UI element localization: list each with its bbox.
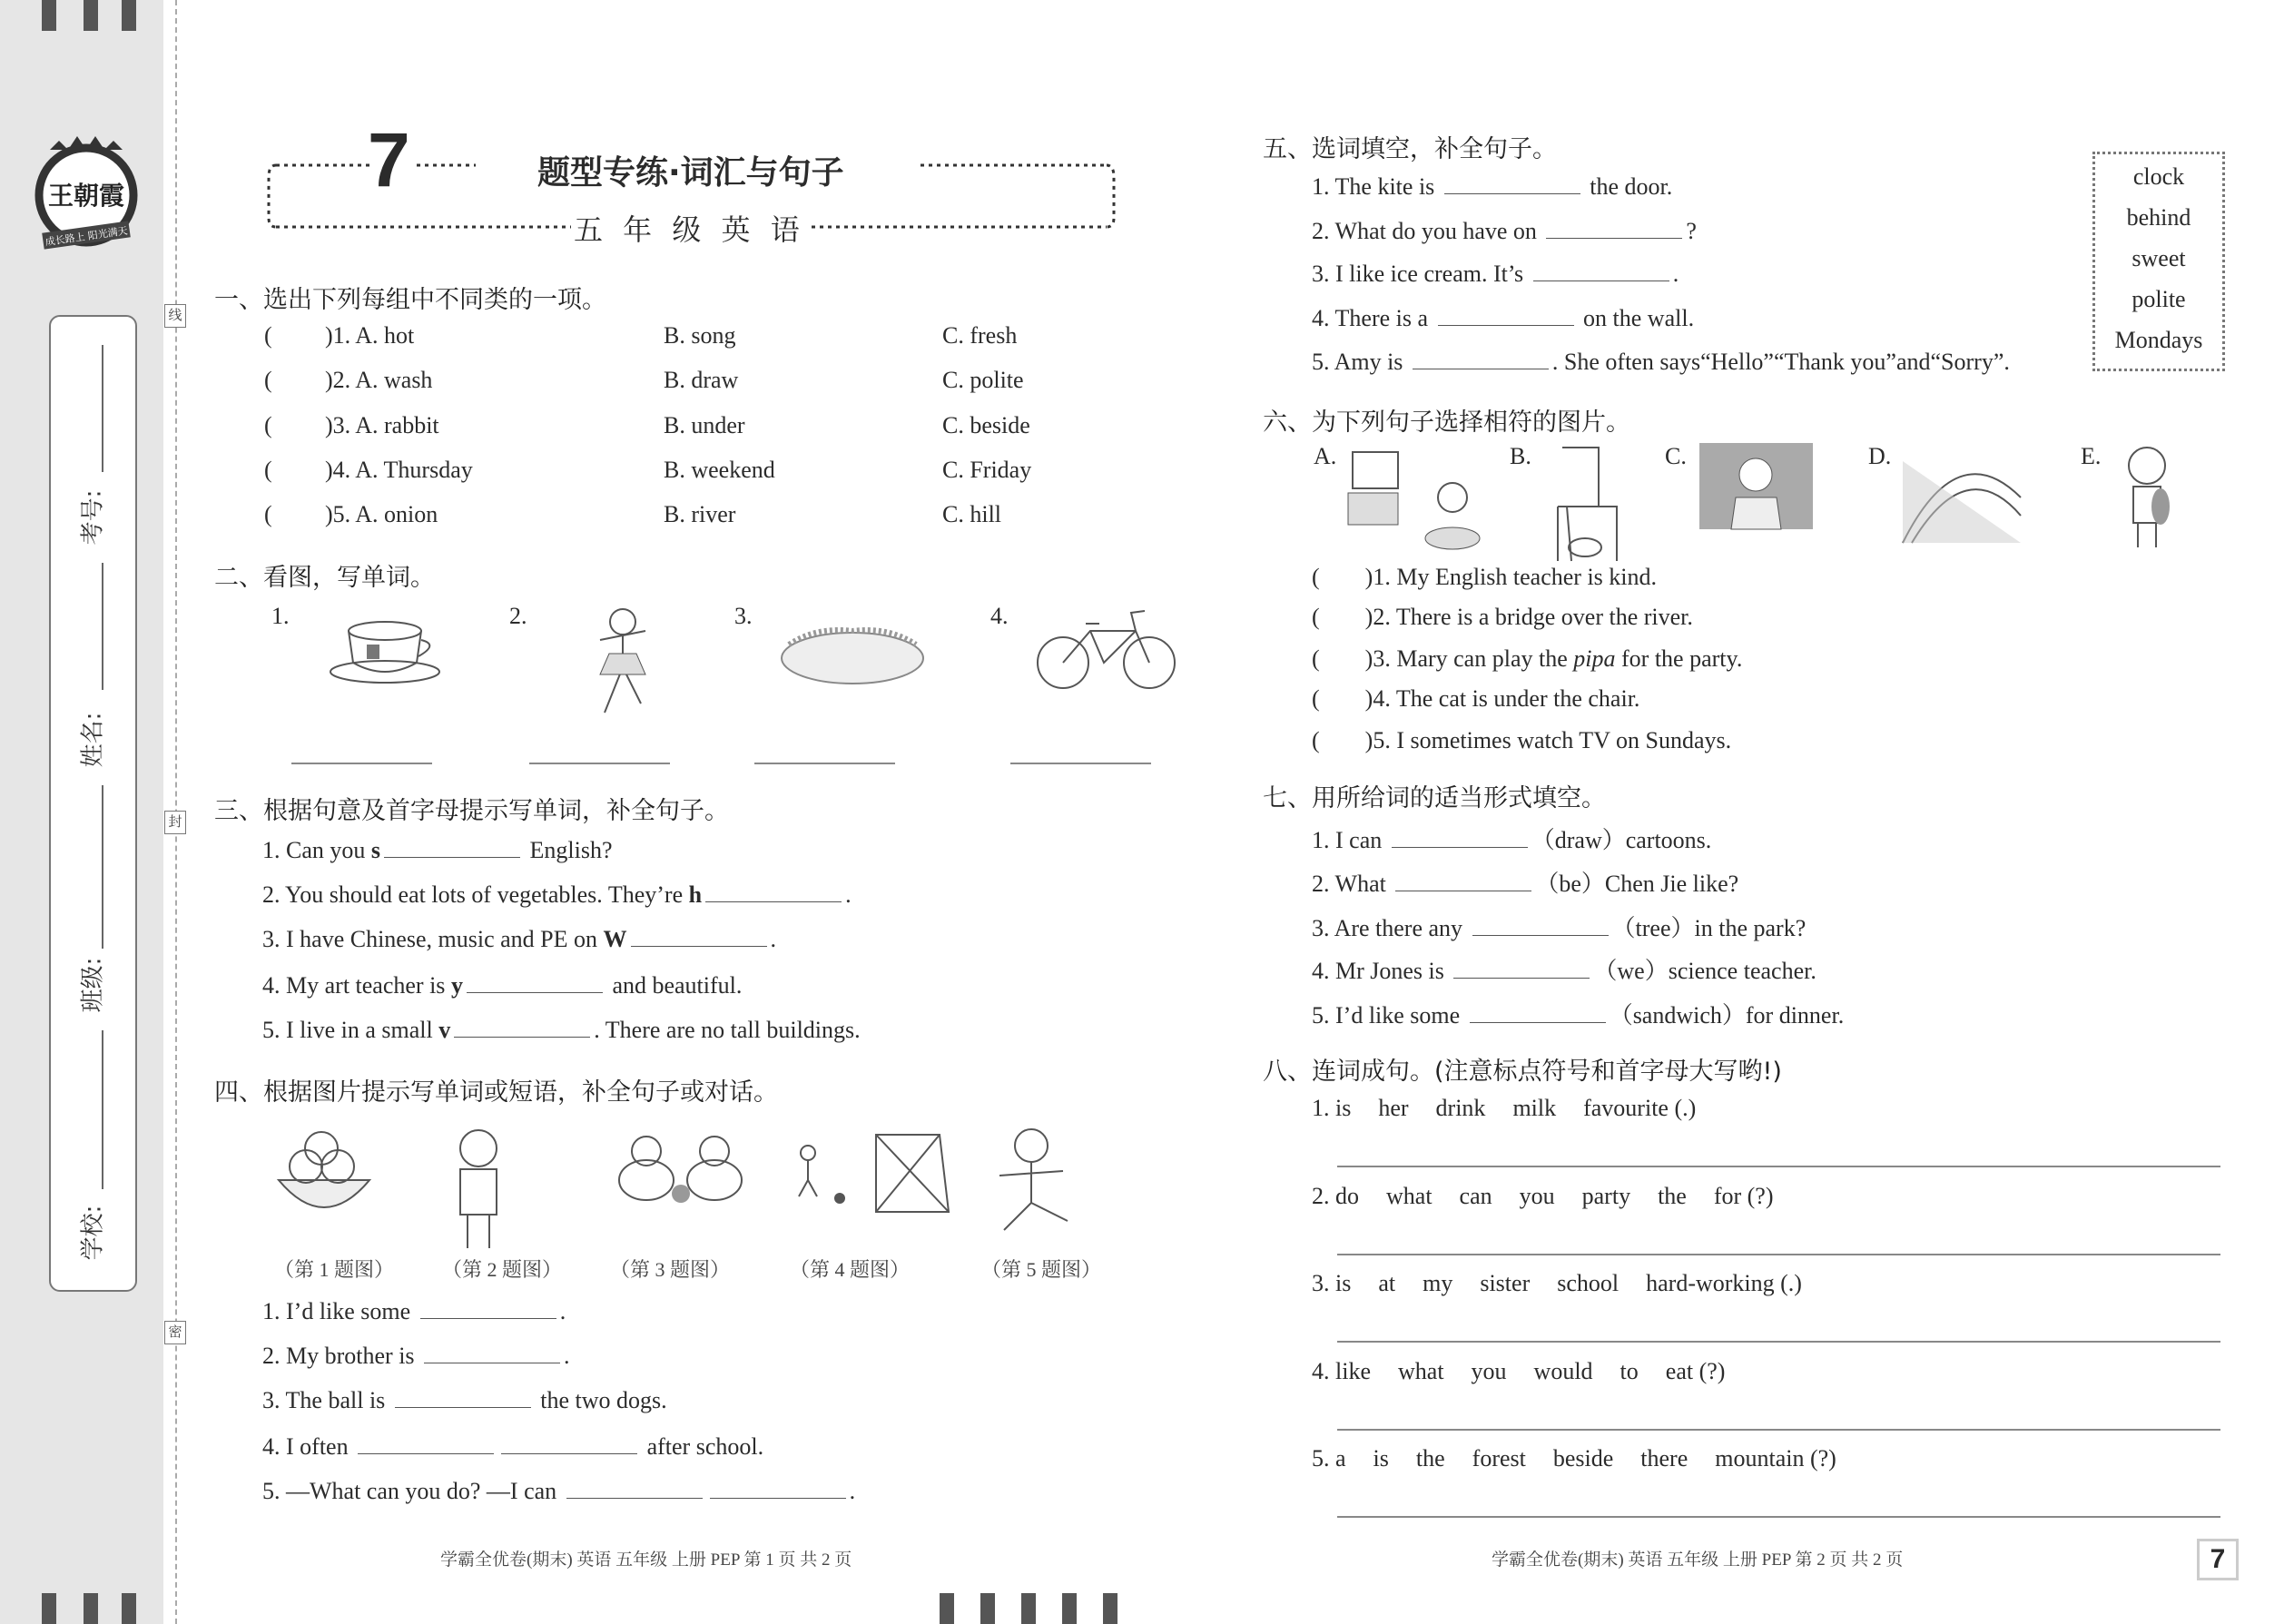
answer-line[interactable] bbox=[291, 763, 432, 764]
scrambled-word: at bbox=[1378, 1270, 1396, 1296]
sentence-text: and beautiful. bbox=[605, 972, 743, 999]
word-order-item bbox=[1312, 1358, 1752, 1385]
sentence-item bbox=[262, 926, 776, 953]
sentence-text: . bbox=[559, 1298, 566, 1324]
footer-right: 学霸全优卷(期末) 英语 五年级 上册 PEP 第 2 页 共 2 页 bbox=[1492, 1550, 1904, 1570]
sentence-text: ( bbox=[1312, 564, 1320, 590]
matching-item bbox=[1312, 685, 1639, 713]
section-8-title: 八、连词成句。(注意标点符号和首字母大写哟!) bbox=[1263, 1058, 1782, 1086]
word-order-item bbox=[1312, 1095, 1723, 1122]
sentence-text: 3. I have Chinese, music and PE on bbox=[262, 926, 604, 952]
sentence-text: （tree）in the park? bbox=[1611, 915, 1807, 941]
sentence-text: . bbox=[1672, 261, 1679, 287]
answer-blank[interactable] bbox=[467, 972, 603, 993]
word-bank-word: Mondays bbox=[2114, 327, 2203, 353]
scrambled-word: school bbox=[1557, 1270, 1620, 1296]
sentence-text: )3. Mary can play the bbox=[1364, 645, 1574, 672]
picture-caption: （第 2 题图） bbox=[442, 1258, 563, 1281]
option-c: C. beside bbox=[942, 412, 1030, 438]
answer-line[interactable] bbox=[1337, 1254, 2220, 1255]
answer-bracket[interactable] bbox=[1320, 645, 1365, 673]
scrambled-word: forest bbox=[1472, 1445, 1526, 1471]
sentence-text: . There are no tall buildings. bbox=[594, 1017, 861, 1043]
answer-line[interactable] bbox=[1337, 1341, 2220, 1343]
class-label: 班级: bbox=[79, 957, 107, 1013]
cat-under-chair-icon bbox=[1544, 443, 1671, 556]
scrambled-word: you bbox=[1471, 1358, 1507, 1384]
item-number: 1. bbox=[1312, 1095, 1335, 1121]
answer-bracket[interactable]: ( bbox=[264, 367, 272, 393]
scrambled-word: you bbox=[1519, 1183, 1555, 1209]
sentence-text: ( bbox=[1312, 727, 1320, 753]
sentence-text: 1. I’d like some bbox=[262, 1298, 417, 1324]
sentence-text: 2. My brother is bbox=[262, 1343, 421, 1369]
scrambled-word: like bbox=[1335, 1358, 1371, 1384]
picture-label: E. bbox=[2081, 443, 2102, 469]
sentence-item bbox=[262, 972, 742, 999]
bicycle-icon bbox=[1036, 604, 1181, 722]
option-b: B. under bbox=[664, 412, 745, 438]
sentence-text: 4. I often bbox=[262, 1433, 355, 1460]
sentence-text: ( bbox=[1312, 645, 1320, 672]
cut-mark: 封 bbox=[164, 811, 186, 834]
sentence-item bbox=[1312, 910, 1806, 943]
initial-letter-hint: h bbox=[688, 881, 703, 908]
scrambled-word: hard-working (.) bbox=[1646, 1270, 1802, 1296]
sentence-text: English? bbox=[524, 837, 613, 863]
cut-mark: 密 bbox=[164, 1321, 186, 1344]
picture-caption: （第 1 题图） bbox=[274, 1258, 395, 1281]
answer-blank[interactable] bbox=[424, 1343, 560, 1363]
sentence-text: . She often says“Hello”“Thank you”and“Sorry”. bbox=[1551, 349, 2010, 375]
sentence-item bbox=[1312, 261, 1679, 288]
answer-line[interactable] bbox=[1337, 1516, 2220, 1518]
word-order-item bbox=[1312, 1270, 1829, 1297]
initial-letter-hint: W bbox=[603, 926, 627, 952]
answer-blank[interactable] bbox=[631, 926, 767, 947]
class-field[interactable] bbox=[102, 1030, 103, 1189]
answer-blank[interactable] bbox=[358, 1433, 494, 1454]
sentence-item bbox=[262, 1433, 763, 1461]
cut-mark: 线 bbox=[164, 304, 186, 328]
sentence-item bbox=[1312, 349, 2010, 376]
scrambled-word: for (?) bbox=[1713, 1183, 1774, 1209]
sentence-text: . bbox=[564, 1343, 570, 1369]
registration-bar bbox=[122, 0, 136, 31]
answer-blank[interactable] bbox=[1470, 1002, 1606, 1023]
answer-line[interactable] bbox=[1337, 1166, 2220, 1167]
matching-item bbox=[1312, 645, 1742, 673]
picture-caption: （第 5 题图） bbox=[981, 1258, 1102, 1281]
registration-bar bbox=[42, 1593, 56, 1624]
picture-number: 3. bbox=[734, 603, 753, 629]
registration-bar bbox=[980, 1593, 995, 1624]
name-label: 姓名: bbox=[79, 712, 107, 768]
sentence-text: after school. bbox=[641, 1433, 764, 1460]
sentence-text: ? bbox=[1686, 218, 1697, 244]
sentence-item bbox=[262, 1017, 861, 1044]
initial-letter-hint: v bbox=[438, 1017, 451, 1043]
answer-blank[interactable] bbox=[1444, 173, 1580, 194]
sentence-text: for the party. bbox=[1615, 645, 1743, 672]
sentence-item bbox=[1312, 865, 1738, 899]
boy-icon bbox=[442, 1126, 605, 1253]
bridge-icon bbox=[1903, 443, 2030, 556]
answer-line[interactable] bbox=[529, 763, 670, 764]
scrambled-word: sister bbox=[1480, 1270, 1531, 1296]
item-number: 2. bbox=[1312, 1183, 1335, 1209]
initial-letter-hint: y bbox=[450, 972, 463, 999]
scrambled-word: what bbox=[1398, 1358, 1444, 1384]
two-dogs-ball-icon bbox=[610, 1126, 773, 1253]
answer-bracket[interactable] bbox=[1320, 685, 1365, 713]
name-field[interactable] bbox=[102, 785, 103, 949]
word-order-item bbox=[1312, 1183, 1801, 1210]
picture-label: C. bbox=[1665, 443, 1687, 469]
svg-text:成长路上 阳光满天: 成长路上 阳光满天 bbox=[44, 224, 129, 249]
sentence-text: the door. bbox=[1583, 173, 1673, 200]
sentence-text: 2. You should eat lots of vegetables. They’re bbox=[262, 881, 689, 908]
sentence-text: 1. I can bbox=[1312, 827, 1388, 853]
section-6-title: 六、为下列句子选择相符的图片。 bbox=[1263, 408, 1630, 437]
initial-letter-hint: s bbox=[370, 837, 381, 863]
scrambled-word: what bbox=[1386, 1183, 1433, 1209]
answer-blank[interactable] bbox=[420, 1298, 556, 1319]
sentence-item bbox=[262, 1387, 667, 1414]
unit-number: 7 bbox=[368, 117, 410, 202]
sentence-text: the two dogs. bbox=[534, 1387, 667, 1413]
answer-blank[interactable] bbox=[1546, 218, 1682, 239]
question-option-a: )5. A. onion bbox=[325, 501, 438, 527]
sentence-text: )1. My English teacher is kind. bbox=[1364, 564, 1658, 590]
sentence-item bbox=[262, 837, 613, 864]
question-option-a: )3. A. rabbit bbox=[325, 412, 439, 438]
scrambled-word: my bbox=[1423, 1270, 1453, 1296]
sentence-text: )2. There is a bridge over the river. bbox=[1364, 604, 1693, 630]
sentence-text: 5. —What can you do? —I can bbox=[262, 1478, 563, 1504]
brand-logo bbox=[32, 132, 141, 250]
question-option-a: )1. A. hot bbox=[325, 322, 415, 349]
sentence-text: . bbox=[770, 926, 776, 952]
sentence-item bbox=[262, 1298, 566, 1325]
exam-number-field[interactable] bbox=[102, 563, 103, 690]
matching-item bbox=[1312, 564, 1657, 591]
picture-label: B. bbox=[1510, 443, 1531, 469]
teacup-icon bbox=[317, 604, 462, 722]
picture-label: A. bbox=[1314, 443, 1337, 469]
registration-bar bbox=[1103, 1593, 1117, 1624]
registration-bar bbox=[940, 1593, 954, 1624]
scrambled-word: mountain (?) bbox=[1715, 1445, 1836, 1471]
sentence-text: on the wall. bbox=[1577, 305, 1695, 331]
ice-cream-bowl-icon bbox=[274, 1126, 438, 1253]
answer-blank[interactable] bbox=[705, 881, 842, 902]
field-line bbox=[102, 345, 103, 472]
word-bank-word: sweet bbox=[2132, 245, 2186, 271]
answer-bracket[interactable] bbox=[1320, 604, 1365, 631]
answer-line[interactable] bbox=[1010, 763, 1151, 764]
scrambled-word: milk bbox=[1512, 1095, 1557, 1121]
sentence-text: . bbox=[849, 1478, 856, 1504]
sentence-text: 3. The ball is bbox=[262, 1387, 391, 1413]
answer-blank[interactable] bbox=[454, 1017, 590, 1038]
sentence-text: （draw）cartoons. bbox=[1531, 827, 1712, 853]
sentence-item bbox=[262, 1478, 855, 1505]
page-subtitle: 五 年 级 英 语 bbox=[574, 212, 805, 247]
answer-line[interactable] bbox=[754, 763, 895, 764]
question-option-a: )2. A. wash bbox=[325, 367, 433, 393]
page-number: 7 bbox=[2197, 1539, 2239, 1580]
kung-fu-boy-icon bbox=[981, 1126, 1145, 1253]
option-b: B. weekend bbox=[664, 457, 775, 483]
sentence-item bbox=[1312, 997, 1844, 1030]
section-5-title: 五、选词填空，补全句子。 bbox=[1263, 135, 1557, 163]
answer-bracket[interactable]: ( bbox=[264, 322, 272, 349]
question-option-a: )4. A. Thursday bbox=[325, 457, 473, 483]
scrambled-word: favourite (.) bbox=[1583, 1095, 1697, 1121]
sentence-text: . bbox=[845, 881, 852, 908]
section-2-title: 二、看图，写单词。 bbox=[214, 564, 435, 592]
option-b: B. draw bbox=[664, 367, 739, 393]
answer-bracket[interactable] bbox=[1320, 564, 1365, 591]
picture-number: 4. bbox=[990, 603, 1009, 629]
answer-line[interactable] bbox=[1337, 1429, 2220, 1431]
page-title: 题型专练·词汇与句子 bbox=[537, 154, 844, 192]
word-bank-word: behind bbox=[2126, 204, 2191, 231]
section-4-title: 四、根据图片提示写单词或短语，补全句子或对话。 bbox=[214, 1078, 778, 1107]
sentence-text: 1. Can you bbox=[262, 837, 371, 863]
sentence-item bbox=[1312, 173, 1672, 201]
answer-blank[interactable] bbox=[395, 1387, 531, 1408]
sentence-text: ( bbox=[1312, 685, 1320, 712]
picture-caption: （第 3 题图） bbox=[610, 1258, 731, 1281]
answer-blank[interactable] bbox=[1472, 915, 1609, 936]
scrambled-word: there bbox=[1640, 1445, 1689, 1471]
registration-bar bbox=[42, 0, 56, 31]
section-1-title: 一、选出下列每组中不同类的一项。 bbox=[214, 286, 606, 314]
sentence-text: 3. Are there any bbox=[1312, 915, 1469, 941]
picture-caption: （第 4 题图） bbox=[790, 1258, 911, 1281]
picture-number: 2. bbox=[509, 603, 527, 629]
svg-text:王朝霞: 王朝霞 bbox=[47, 181, 125, 211]
picture-number: 1. bbox=[271, 603, 290, 629]
word-order-item bbox=[1312, 1445, 1864, 1472]
sentence-item bbox=[1312, 218, 1697, 245]
answer-blank[interactable] bbox=[1395, 871, 1531, 891]
sentence-text: 5. I live in a small bbox=[262, 1017, 439, 1043]
scrambled-word: her bbox=[1378, 1095, 1409, 1121]
registration-bar bbox=[1062, 1593, 1077, 1624]
football-goal-icon bbox=[790, 1126, 953, 1253]
scrambled-word: is bbox=[1335, 1270, 1352, 1296]
scrambled-word: the bbox=[1658, 1183, 1687, 1209]
girl-watching-tv-icon bbox=[1348, 443, 1475, 556]
sentence-text: 3. I like ice cream. It’s bbox=[1312, 261, 1530, 287]
scrambled-word: can bbox=[1459, 1183, 1492, 1209]
sentence-item bbox=[262, 1343, 570, 1370]
answer-blank[interactable] bbox=[1533, 261, 1669, 281]
sentence-text: 1. The kite is bbox=[1312, 173, 1441, 200]
registration-bar bbox=[1021, 1593, 1036, 1624]
sentence-text: （be）Chen Jie like? bbox=[1535, 871, 1739, 897]
answer-bracket[interactable] bbox=[1320, 727, 1365, 754]
option-c: C. hill bbox=[942, 501, 1002, 527]
scrambled-word: beside bbox=[1552, 1445, 1614, 1471]
registration-bar bbox=[122, 1593, 136, 1624]
answer-blank[interactable] bbox=[1438, 305, 1574, 326]
sentence-text: 4. Mr Jones is bbox=[1312, 958, 1451, 984]
answer-blank[interactable] bbox=[1453, 958, 1590, 979]
matching-item bbox=[1312, 604, 1693, 631]
sentence-text: )5. I sometimes watch TV on Sundays. bbox=[1364, 727, 1732, 753]
sentence-text: 2. What bbox=[1312, 871, 1393, 897]
sentence-text: 4. My art teacher is bbox=[262, 972, 451, 999]
scrambled-word: do bbox=[1335, 1183, 1359, 1209]
sentence-text: （sandwich）for dinner. bbox=[1609, 1002, 1845, 1029]
word-bank-word: polite bbox=[2132, 286, 2186, 312]
scrambled-word: is bbox=[1335, 1095, 1352, 1121]
scrambled-word: is bbox=[1373, 1445, 1389, 1471]
sentence-item bbox=[1312, 822, 1711, 855]
section-3-title: 三、根据句意及首字母提示写单词，补全句子。 bbox=[214, 797, 729, 825]
teacher-icon bbox=[1699, 443, 1826, 556]
scrambled-word: party bbox=[1581, 1183, 1631, 1209]
answer-blank[interactable] bbox=[384, 837, 520, 858]
emphasized-word: pipa bbox=[1573, 645, 1616, 672]
answer-bracket[interactable]: ( bbox=[264, 501, 272, 527]
option-b: B. river bbox=[664, 501, 736, 527]
sentence-text: （we）science teacher. bbox=[1593, 958, 1816, 984]
answer-blank[interactable] bbox=[1392, 827, 1528, 848]
registration-bar bbox=[84, 1593, 98, 1624]
registration-bar bbox=[84, 0, 98, 31]
scrambled-word: the bbox=[1415, 1445, 1445, 1471]
answer-blank[interactable] bbox=[710, 1478, 846, 1499]
sentence-text: ( bbox=[1312, 604, 1320, 630]
sentence-text: 2. What do you have on bbox=[1312, 218, 1543, 244]
picture-label: D. bbox=[1868, 443, 1892, 469]
school-label: 学校: bbox=[79, 1205, 107, 1261]
sentence-text: 5. I’d like some bbox=[1312, 1002, 1466, 1029]
scrambled-word: eat (?) bbox=[1665, 1358, 1726, 1384]
answer-blank[interactable] bbox=[1413, 349, 1549, 369]
section-7-title: 七、用所给词的适当形式填空。 bbox=[1263, 784, 1606, 812]
option-b: B. song bbox=[664, 322, 736, 349]
option-c: C. Friday bbox=[942, 457, 1032, 483]
option-c: C. fresh bbox=[942, 322, 1018, 349]
sentence-text: 5. Amy is bbox=[1312, 349, 1409, 375]
item-number: 4. bbox=[1312, 1358, 1335, 1384]
scrambled-word: a bbox=[1335, 1445, 1346, 1471]
sentence-item bbox=[1312, 305, 1694, 332]
footer-left: 学霸全优卷(期末) 英语 五年级 上册 PEP 第 1 页 共 2 页 bbox=[440, 1550, 852, 1570]
item-number: 3. bbox=[1312, 1270, 1335, 1296]
answer-blank[interactable] bbox=[501, 1433, 637, 1454]
scrambled-word: to bbox=[1620, 1358, 1639, 1384]
scrambled-word: would bbox=[1533, 1358, 1593, 1384]
exam-number-label: 考号: bbox=[79, 489, 107, 546]
scrambled-word: drink bbox=[1435, 1095, 1486, 1121]
lake-icon bbox=[780, 604, 925, 722]
girl-playing-pipa-icon bbox=[2115, 443, 2242, 556]
student-info-box bbox=[49, 315, 137, 1292]
dancing-girl-icon bbox=[555, 604, 700, 722]
item-number: 5. bbox=[1312, 1445, 1335, 1471]
answer-bracket[interactable]: ( bbox=[264, 457, 272, 483]
answer-blank[interactable] bbox=[566, 1478, 703, 1499]
sentence-item bbox=[1312, 952, 1816, 986]
option-c: C. polite bbox=[942, 367, 1024, 393]
sentence-item bbox=[262, 881, 852, 909]
answer-bracket[interactable]: ( bbox=[264, 412, 272, 438]
sentence-text: 4. There is a bbox=[1312, 305, 1434, 331]
word-bank-word: clock bbox=[2132, 163, 2185, 190]
matching-item bbox=[1312, 727, 1731, 754]
sentence-text: )4. The cat is under the chair. bbox=[1364, 685, 1640, 712]
